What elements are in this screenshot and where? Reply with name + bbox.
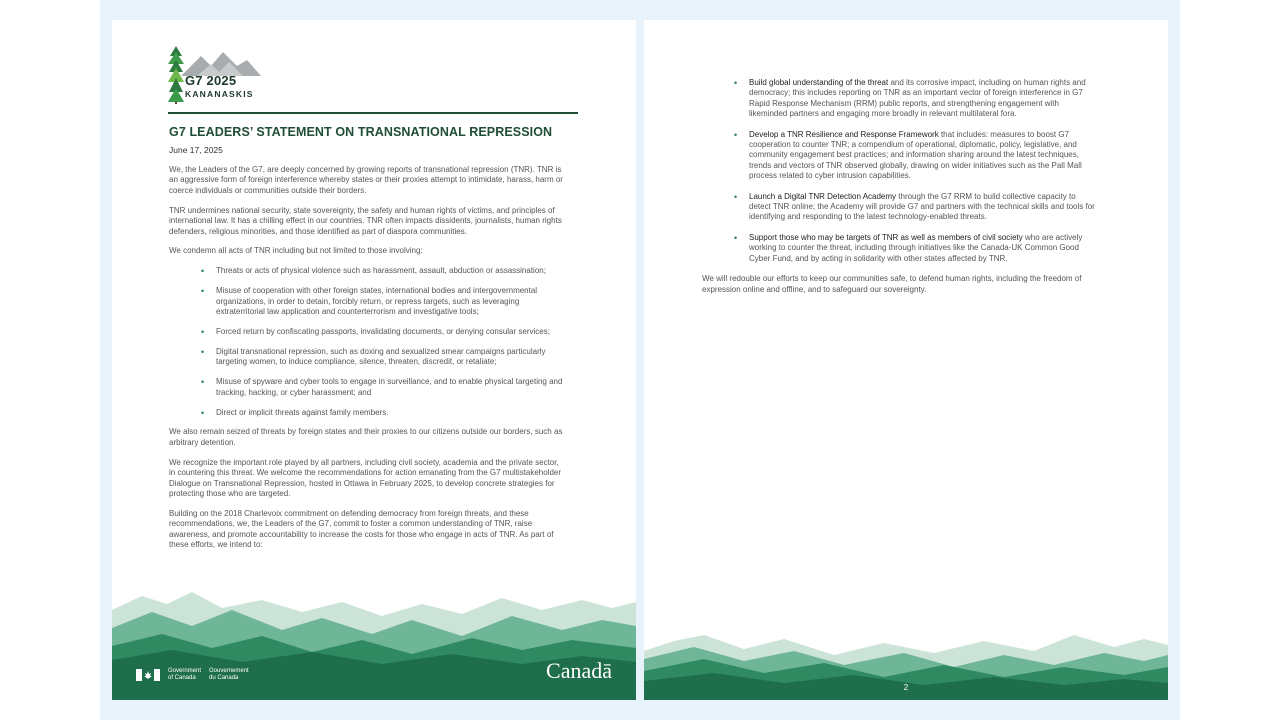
list-item-text: and its corrosive impact, including on human rights and democracy; this includes reporting on TNR as an important vector of foreign interference in G7 Rapid Response Mechanism (RRM) public reports, and strengthening engagement with likeminded partners and engaging more broadly in relevant multilateral fora. (749, 78, 1086, 119)
list-item-lead: Build global understanding of the threat (749, 78, 889, 87)
paragraph: Building on the 2018 Charlevoix commitment on defending democracy from foreign threats, and these recommendations, we, the Leaders of the G7, commit to foster a common understanding of TNR, raise awareness, and promote accountability to increase the costs for those who engage in acts of TNR. As part of these efforts, we intend to: (169, 508, 554, 550)
page-1-body (169, 165, 567, 560)
list-item: • Direct or implicit threats against family members. (216, 408, 567, 418)
list-item: • Misuse of cooperation with other foreign states, international bodies and intergovernmental organizations, in order to detain, forcibly return, or repress targets, such as leveraging extraterritorial law application and counterterrorism and investigative tools; (216, 286, 567, 317)
page-1 (112, 20, 636, 700)
list-item-text: that includes: measures to boost G7 cooperation to counter TNR; a compendium of operational, diplomatic, policy, legislative, and community engagement best practices; and information sharing around the latest techniques, trends and vectors of TNR observed globally, drawing on wider initiatives such as the Pall Mall process related to cyber intrusion capabilities. (749, 129, 1082, 181)
gov-en-line-1: Government (168, 668, 202, 674)
g7-kananaskis-logo (167, 44, 267, 106)
canada-flag-icon (136, 669, 160, 681)
list-item: • Threats or acts of physical violence such as harassment, assault, abduction or assassination; (216, 266, 567, 276)
page-2-body (702, 78, 1098, 295)
government-of-canada-signature (136, 668, 249, 682)
list-item-lead: Develop a TNR Resilience and Response Framework (749, 129, 939, 139)
gov-fr-line-1: Gouvernement (209, 668, 249, 674)
paragraph: We condemn all acts of TNR including but not limited to those involving: (169, 246, 423, 256)
gov-fr-line-2: du Canada (209, 675, 239, 681)
paragraph: TNR undermines national security, state sovereignty, the safety and human rights of victims, and principles of international law. It has a chilling effect in our countries. TNR often impacts dissidents, journalists, human rights defenders, religious minorities, and those identified as part of diaspora communities. (169, 205, 562, 236)
logo-location-text: KANANASKIS (185, 89, 254, 99)
document-title: G7 LEADERS’ STATEMENT ON TRANSNATIONAL REPRESSION (169, 125, 553, 139)
list-item-lead: Support those who may be targets of TNR as well as members of civil society (749, 232, 1023, 242)
list-item: • Digital transnational repression, such as doxing and sexualized smear campaigns particularly targeting women, to induce compliance, silence, threaten, discredit, or retaliate; (216, 347, 567, 368)
list-item (749, 233, 1098, 264)
logo-event-text: G7 2025 (185, 73, 237, 88)
document-date: June 17, 2025 (169, 145, 223, 155)
gov-en-line-2: of Canada (168, 675, 196, 681)
list-item-text: through the G7 RRM to build collective capacity to detect TNR online; the Academy will provide G7 and partners with the technical skills and tools for identifying and responding to the latest technology-enabled threats. (749, 191, 1095, 222)
list-item: • Misuse of spyware and cyber tools to engage in surveillance, and to enable physical targeting and tracking, hacking, or cyber harassment; and (216, 377, 567, 398)
bullet-list (169, 266, 567, 418)
closing-paragraph: We will redouble our efforts to keep our communities safe, to defend human rights, including the freedom of expression online and offline, and to safeguard our sovereignty. (702, 274, 1082, 294)
list-item (749, 78, 1098, 120)
document-viewer[interactable] (100, 0, 1180, 720)
list-item: • Forced return by confiscating passports, invalidating documents, or denying consular services; (216, 327, 567, 337)
bullet-list (702, 78, 1098, 264)
paragraph: We, the Leaders of the G7, are deeply concerned by growing reports of transnational repression (TNR). TNR is an aggressive form of foreign interference whereby states or their proxies attempt to intimidate, harass, harm or coerce individuals or communities outside their borders. (169, 165, 563, 195)
canada-wordmark: Canadā (546, 658, 612, 683)
paragraph: We recognize the important role played by all partners, including civil society, academia and the private sector, in countering this threat. We welcome the recommendations for action emanating from the G7 multistakeholder Dialogue on Transnational Repression, hosted in Ottawa in February 2025, to develop concrete strategies for protecting those who are targeted. (169, 457, 562, 498)
list-item-lead: Launch a Digital TNR Detection Academy (749, 191, 897, 201)
list-item-text: who are actively working to counter the threat, including through initiatives like the Canada-UK Common Good Cyber Fund, and by acting in solidarity with other states affected by TNR. (749, 232, 1083, 263)
list-item (749, 192, 1098, 223)
page-2 (644, 20, 1168, 700)
page-number: 2 (903, 683, 909, 692)
header-rule (168, 112, 578, 114)
list-item (749, 130, 1098, 182)
paragraph: We also remain seized of threats by foreign states and their proxies to our citizens outside our borders, such as arbitrary detention. (169, 427, 563, 447)
